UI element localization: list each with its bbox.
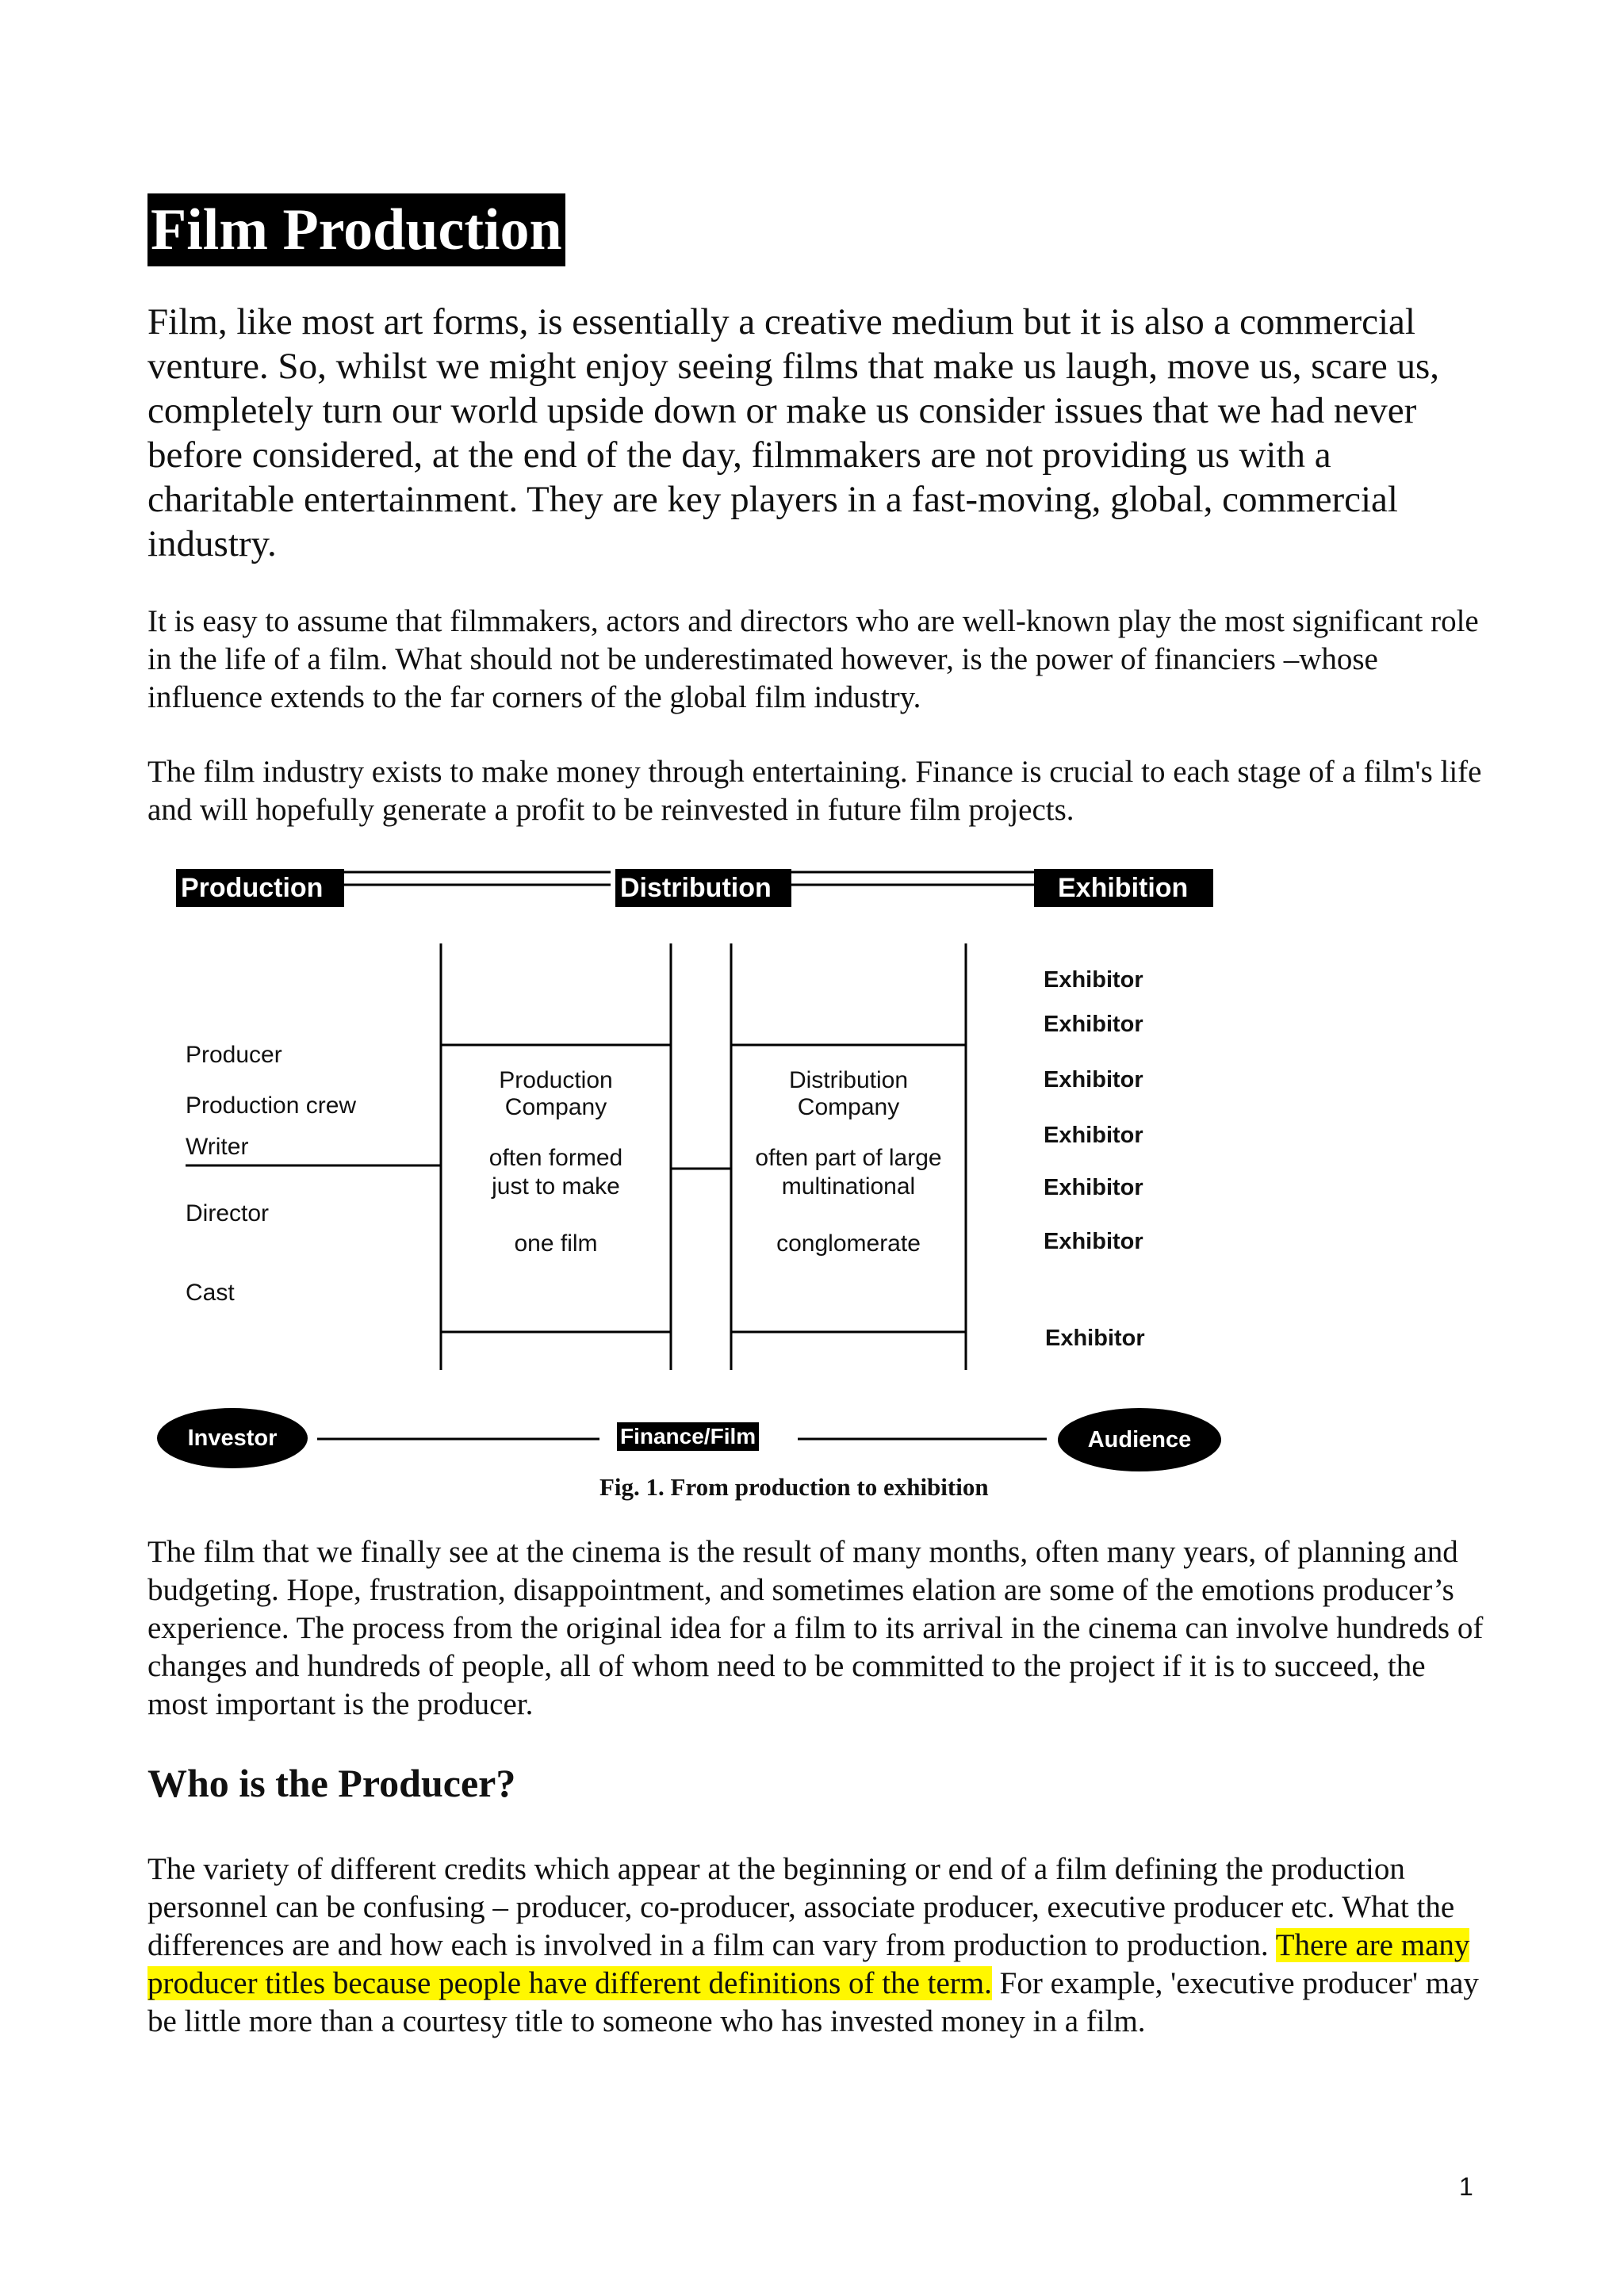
production-company-desc2: just to make (492, 1173, 620, 1200)
exhibitor-4: Exhibitor (1044, 1123, 1143, 1148)
stage-production: Production (176, 869, 344, 907)
role-director: Director (186, 1200, 270, 1226)
production-company-line1: Production (499, 1067, 613, 1093)
exhibitor-2: Exhibitor (1044, 1012, 1143, 1037)
paragraph-producer-process: The film that we finally see at the cinema is the result of many months, often many years, of planning and budgeting. Hope, frustration, disappointment, and sometimes elation are some of the emotions producer’s experience. The process from the original idea for a film to its arrival in the cinema can involve hundreds of changes and hundreds of people, all of whom need to be committed to the project if it is to succeed, the most important is the producer. (147, 1535, 1484, 1721)
exhibitor-1: Exhibitor (1044, 967, 1143, 993)
exhibitor-5: Exhibitor (1044, 1175, 1143, 1200)
stage-distribution: Distribution (615, 869, 791, 907)
highlighted-text: There are many producer titles because people have different definitions of the term. (147, 1928, 1470, 2000)
page-number: 1 (1459, 2172, 1473, 2201)
figure-caption: Fig. 1. From production to exhibition (599, 1473, 989, 1501)
paragraph-financiers: It is easy to assume that filmmakers, actors and directors who are well-known play the most significant role in the life of a film. What should not be underestimated however, is the power of financiers –whose influence extends to the far corners of the global film industry. (147, 604, 1479, 714)
distribution-company-desc1: often part of large (755, 1145, 942, 1171)
exhibitor-7: Exhibitor (1045, 1326, 1145, 1351)
finance-film-label: Finance/Film (617, 1422, 759, 1451)
paragraph-text-after: For example, 'executive producer' may be little more than a courtesy title to someone who has invested money in a film. (147, 1966, 1479, 2038)
stage-exhibition: Exhibition (1034, 869, 1213, 907)
paragraph-producer-titles (147, 1850, 1488, 2041)
page-title: Film Production (147, 193, 565, 266)
distribution-company-line1: Distribution (788, 1067, 909, 1093)
paragraph-text: The variety of different credits which appear at the beginning or end of a film defining the production personnel can be confusing – producer, co-producer, associate producer, executive producer etc. What the differences are and how each is involved in a film can vary from production to production. (147, 1852, 1455, 1962)
distribution-company-desc2: multinational (781, 1173, 916, 1200)
audience-oval: Audience (1058, 1408, 1221, 1471)
role-production-crew: Production crew (186, 1093, 357, 1119)
investor-oval: Investor (157, 1408, 308, 1468)
role-producer: Producer (186, 1042, 282, 1068)
role-cast: Cast (186, 1280, 235, 1306)
production-company-desc1: often formed (488, 1145, 623, 1171)
production-company-line2: Company (504, 1094, 607, 1120)
role-writer: Writer (186, 1134, 249, 1160)
exhibitor-6: Exhibitor (1044, 1229, 1143, 1254)
distribution-company-desc3: conglomerate (776, 1230, 921, 1257)
intro-paragraph: Film, like most art forms, is essentially a creative medium but it is also a commercial venture. So, whilst we might enjoy seeing films that make us laugh, move us, scare us, completely turn our world upside down or make us consider issues that we had never before considered, at the end of the day, filmmakers are not providing us with a charitable entertainment. They are key players in a fast-moving, global, commercial industry. (147, 301, 1440, 564)
production-company-desc3: one film (514, 1230, 598, 1257)
paragraph-industry: The film industry exists to make money through entertaining. Finance is crucial to each stage of a film's life and will hopefully generate a profit to be reinvested in future film projects. (147, 755, 1482, 827)
section-heading-producer: Who is the Producer? (147, 1761, 516, 1805)
distribution-company-line2: Company (797, 1094, 900, 1120)
exhibitor-3: Exhibitor (1044, 1067, 1143, 1093)
